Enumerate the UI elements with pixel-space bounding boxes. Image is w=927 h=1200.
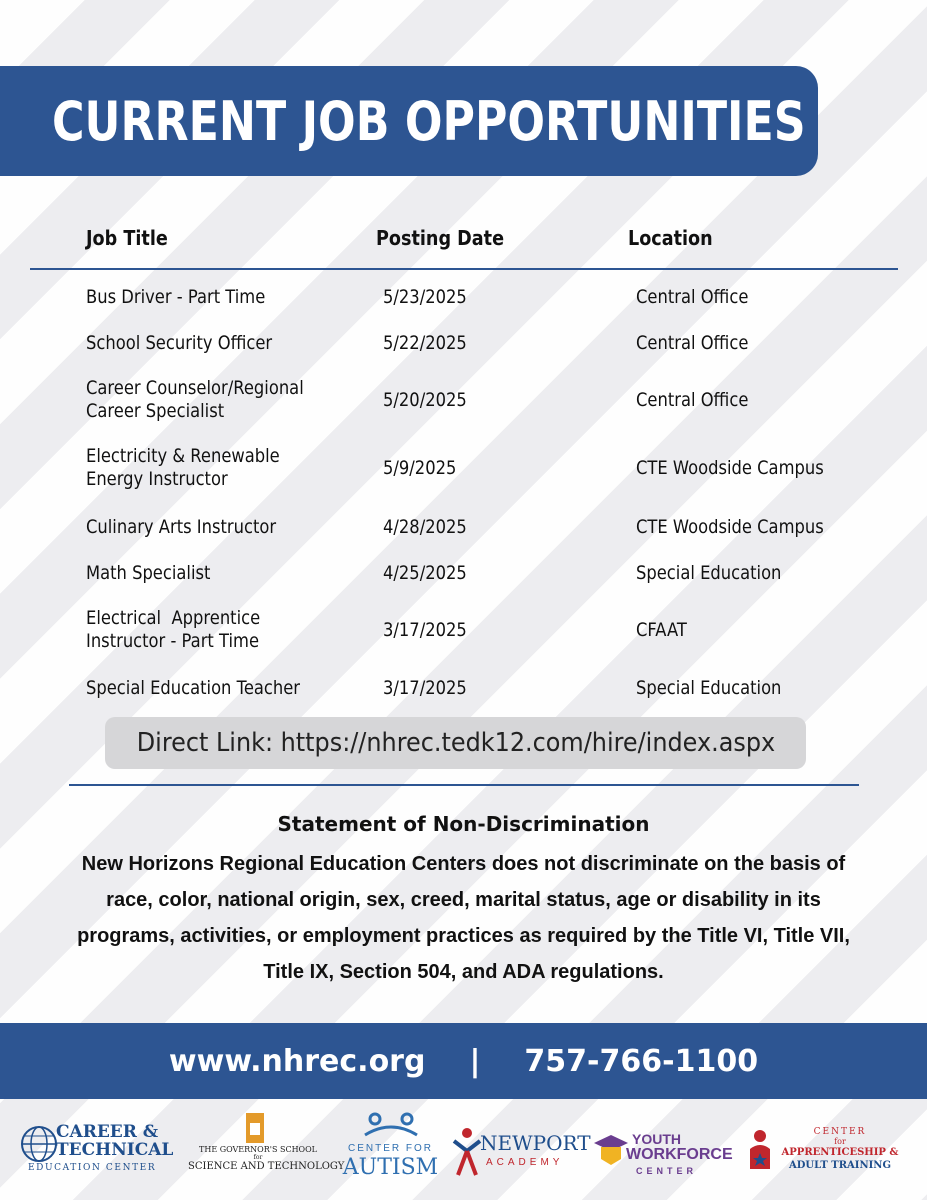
posting-date: 3/17/2025	[383, 677, 467, 699]
posting-date: 5/22/2025	[383, 332, 467, 354]
location: CFAAT	[636, 619, 687, 641]
statement-title: Statement of Non-Discrimination	[277, 812, 650, 836]
job-title: Career Counselor/Regional	[86, 377, 304, 399]
location: Special Education	[636, 562, 782, 584]
star-person-icon	[748, 1129, 772, 1169]
cfaat-line1: CENTER	[813, 1127, 867, 1137]
autism-line1: CENTER FOR	[348, 1143, 433, 1154]
youth-line2: WORKFORCE	[626, 1146, 733, 1163]
section-divider	[69, 784, 859, 786]
header-location: Location	[628, 226, 713, 250]
autism-line2: AUTISM	[342, 1155, 439, 1180]
direct-link[interactable]: Direct Link: https://nhrec.tedk12.com/hire/index.aspx	[136, 728, 775, 758]
location: CTE Woodside Campus	[636, 457, 824, 479]
globe-icon	[20, 1125, 58, 1163]
posting-date: 3/17/2025	[383, 619, 467, 641]
governors-line1: THE GOVERNOR'S SCHOOL	[199, 1145, 317, 1154]
posting-date: 5/23/2025	[383, 286, 467, 308]
job-title-line2: Instructor - Part Time	[86, 630, 260, 652]
job-title: Special Education Teacher	[86, 677, 300, 699]
newport-line1: NEWPORT	[480, 1131, 591, 1155]
location: CTE Woodside Campus	[636, 516, 824, 538]
youth-line1: YOUTH	[632, 1131, 681, 1147]
footer-separator: |	[469, 1043, 481, 1079]
location: Central Office	[636, 286, 749, 308]
governors-line3: SCIENCE AND TECHNOLOGY	[188, 1161, 345, 1172]
job-title-line2: Career Specialist	[86, 400, 225, 422]
cfaat-logo	[748, 1105, 908, 1195]
cfaat-line2: for	[834, 1137, 846, 1146]
location: Special Education	[636, 677, 782, 699]
cte-line2: TECHNICAL	[56, 1140, 174, 1160]
cfaat-line3: APPRENTICESHIP &	[781, 1147, 899, 1158]
newport-line2: ACADEMY	[486, 1157, 564, 1168]
book-icon	[244, 1111, 266, 1145]
location: Central Office	[636, 389, 749, 411]
governors-school-logo	[188, 1105, 345, 1195]
newport-academy-logo	[452, 1105, 592, 1195]
location: Central Office	[636, 332, 749, 354]
graduation-cap-icon	[594, 1131, 628, 1171]
contact-footer	[0, 1023, 927, 1099]
header-job-title: Job Title	[86, 226, 168, 250]
governors-line2: for	[253, 1154, 263, 1161]
direct-link-box[interactable]	[105, 717, 806, 769]
cfaat-line4: ADULT TRAINING	[789, 1160, 891, 1171]
youth-line3: CENTER	[636, 1166, 698, 1176]
cte-line1: CAREER &	[56, 1122, 159, 1142]
youth-workforce-logo	[594, 1105, 744, 1195]
website-link[interactable]: www.nhrec.org	[168, 1043, 426, 1079]
posting-date: 4/28/2025	[383, 516, 467, 538]
job-title-line2: Energy Instructor	[86, 468, 228, 490]
page-title: CURRENT JOB OPPORTUNITIES	[52, 89, 806, 153]
phone-number[interactable]: 757-766-1100	[524, 1043, 759, 1079]
job-title: Culinary Arts Instructor	[86, 516, 277, 538]
job-title: Math Specialist	[86, 562, 211, 584]
title-banner	[0, 66, 818, 176]
statement-body: New Horizons Regional Education Centers does not discriminate on the basis of race, color, national origin, sex, creed, marital status, age or disability in its programs, activities, or employment practices as required by the Title VI, Title VII, Title IX, Section 504, and ADA regulations.	[77, 853, 850, 983]
job-title: Bus Driver - Part Time	[86, 286, 266, 308]
people-icon	[361, 1111, 421, 1141]
job-title: School Security Officer	[86, 332, 273, 354]
posting-date: 5/20/2025	[383, 389, 467, 411]
posting-date: 5/9/2025	[383, 457, 457, 479]
center-for-autism-logo	[333, 1105, 448, 1195]
posting-date: 4/25/2025	[383, 562, 467, 584]
partner-logos	[0, 1105, 927, 1195]
header-divider	[30, 268, 898, 270]
header-posting-date: Posting Date	[376, 226, 505, 250]
job-title: Electrical Apprentice	[86, 607, 261, 629]
cte-logo	[20, 1105, 185, 1195]
job-title: Electricity & Renewable	[86, 445, 280, 467]
figure-icon	[452, 1127, 482, 1177]
cte-line3: EDUCATION CENTER	[28, 1163, 157, 1173]
